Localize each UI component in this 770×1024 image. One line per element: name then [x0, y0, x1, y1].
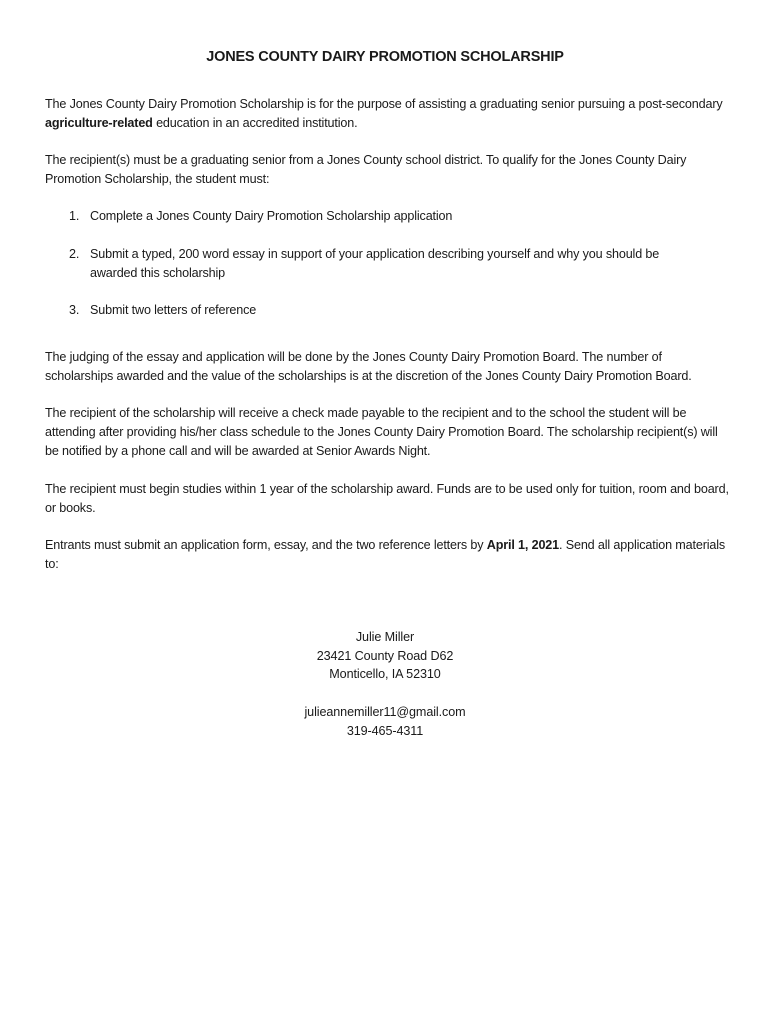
studies-paragraph: The recipient must begin studies within 1 year of the scholarship award. Funds are to be used only for tuition, room and board, or books.	[45, 482, 729, 515]
contact-phone: 319-465-4311	[346, 723, 424, 738]
list-number: 1.	[69, 209, 80, 223]
intro-bold-text: agriculture-related	[45, 116, 153, 130]
list-text: Submit two letters of reference	[90, 303, 257, 317]
list-number: 3.	[69, 303, 80, 317]
list-number: 2.	[69, 247, 80, 261]
check-paragraph: The recipient of the scholarship will receive a check made payable to the recipient and to the school the student will be attending after providing his/her class schedule to the Jones County Dairy Promotion Board. The scholarship recipient(s) will be notified by a phone call and will be awarded at Senior Awards Night.	[45, 406, 718, 458]
intro-text-start: The Jones County Dairy Promotion Scholarship is for the purpose of assisting a graduating senior pursuing a post-secondary	[45, 97, 723, 111]
list-item	[69, 301, 709, 320]
deadline-text-end: . Send all application materials to:	[45, 538, 726, 571]
intro-paragraph	[45, 95, 730, 133]
qualify-paragraph: The recipient(s) must be a graduating senior from a Jones County school district. To qualify for the Jones County Dairy Promotion Scholarship, the student must:	[45, 153, 687, 186]
contact-email: julieannemiller11@gmail.com	[304, 704, 466, 719]
page-title: JONES COUNTY DAIRY PROMOTION SCHOLARSHIP	[206, 49, 564, 65]
contact-city: Monticello, IA 52310	[329, 667, 441, 682]
deadline-text-start: Entrants must submit an application form, essay, and the two reference letters by	[45, 538, 487, 552]
list-item	[69, 207, 709, 226]
intro-text-end: education in an accredited institution.	[152, 116, 358, 130]
deadline-paragraph	[45, 536, 730, 574]
contact-block	[45, 628, 725, 740]
list-text: Submit a typed, 200 word essay in support of your application describing yourself and why you should be awarded this scholarship	[90, 247, 660, 280]
judging-paragraph: The judging of the essay and application will be done by the Jones County Dairy Promotion Board. The number of scholarships awarded and the value of the scholarships is at the discretion of the Jones County Dairy Promotion Board.	[45, 350, 692, 383]
list-item	[69, 245, 709, 283]
contact-street: 23421 County Road D62	[316, 648, 454, 663]
deadline-date: April 1, 2021	[486, 538, 560, 552]
contact-spacer	[45, 684, 725, 703]
list-text: Complete a Jones County Dairy Promotion Scholarship application	[90, 209, 453, 223]
contact-name: Julie Miller	[355, 630, 415, 644]
